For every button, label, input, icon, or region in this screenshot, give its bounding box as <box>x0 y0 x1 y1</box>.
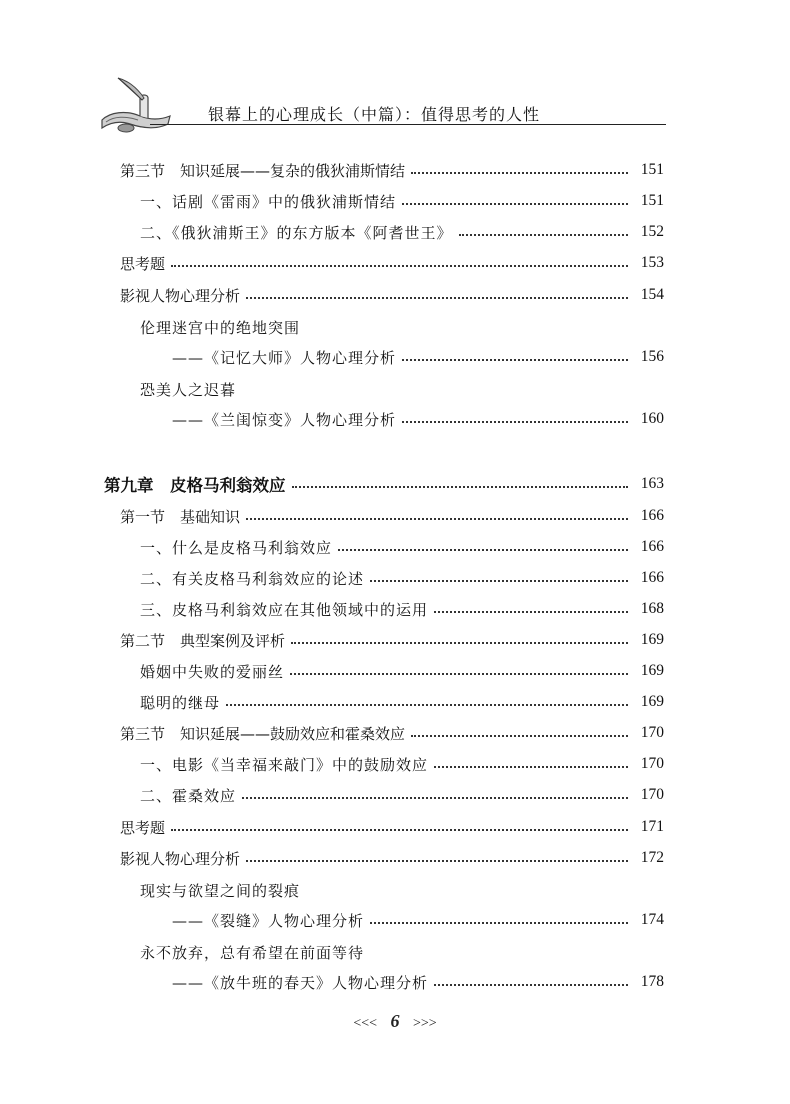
leader-dots <box>246 297 628 299</box>
toc-entry-page: 151 <box>640 192 664 209</box>
toc-entry-page: 160 <box>640 410 664 427</box>
toc-entry[interactable] <box>120 814 664 840</box>
toc-entry-label: 影视人物心理分析 <box>120 848 244 869</box>
toc-entry-title-line[interactable]: 恐美人之迟暮 <box>140 381 237 399</box>
toc-entry[interactable] <box>172 907 664 933</box>
toc-entry-page: 166 <box>640 538 664 555</box>
toc-entry-page: 172 <box>640 849 664 866</box>
toc-chapter-entry[interactable] <box>104 471 664 497</box>
toc-entry-label: 一、什么是皮格马利翁效应 <box>140 537 336 558</box>
toc-entry-page: 169 <box>640 631 664 648</box>
leader-dots <box>434 984 628 986</box>
toc-entry[interactable] <box>140 219 664 245</box>
toc-entry-label: 第一节 基础知识 <box>120 506 244 527</box>
toc-entry-label: ——《裂缝》人物心理分析 <box>172 910 368 931</box>
toc-entry-page: 168 <box>640 600 664 617</box>
toc-entry-label: 二、有关皮格马利翁效应的论述 <box>140 568 368 589</box>
toc-entry-label: 一、电影《当幸福来敲门》中的鼓励效应 <box>140 754 432 775</box>
page-number: 6 <box>390 1011 400 1031</box>
toc-entry[interactable] <box>172 969 664 995</box>
toc-entry[interactable] <box>140 534 664 560</box>
toc-entry-page: 170 <box>640 755 664 772</box>
toc-entry-page: 174 <box>640 911 664 928</box>
leader-dots <box>370 580 628 582</box>
toc-entry-page: 169 <box>640 693 664 710</box>
toc-entry[interactable] <box>120 845 664 871</box>
toc-entry[interactable] <box>172 406 664 432</box>
leader-dots <box>290 673 628 675</box>
toc-entry[interactable] <box>120 282 664 308</box>
toc-entry[interactable] <box>140 596 664 622</box>
toc-entry-label: 第三节 知识延展——鼓励效应和霍桑效应 <box>120 723 409 744</box>
toc-entry-page: 156 <box>640 348 664 365</box>
leader-dots <box>402 203 628 205</box>
leader-dots <box>411 735 628 737</box>
toc-entry-page: 166 <box>640 569 664 586</box>
leader-dots <box>402 421 628 423</box>
toc-entry[interactable] <box>120 157 664 183</box>
toc-entry-label: ——《放牛班的春天》人物心理分析 <box>172 972 432 993</box>
leader-dots <box>246 518 628 520</box>
leader-dots <box>246 860 628 862</box>
leader-dots <box>171 829 628 831</box>
toc-entry[interactable] <box>140 689 664 715</box>
toc-entry-label: 第三节 知识延展——复杂的俄狄浦斯情结 <box>120 160 409 181</box>
toc-entry-label: 聪明的继母 <box>140 692 224 713</box>
leader-dots <box>402 359 628 361</box>
toc-entry-label: 三、皮格马利翁效应在其他领域中的运用 <box>140 599 432 620</box>
toc-entry-page: 170 <box>640 786 664 803</box>
quill-and-scroll-icon <box>96 76 176 136</box>
page-footer <box>0 1011 790 1032</box>
toc-entry-label: 思考题 <box>120 817 169 838</box>
toc-entry-label: 第二节 典型案例及评析 <box>120 630 289 651</box>
toc-entry-label: 婚姻中失败的爱丽丝 <box>140 661 288 682</box>
toc-entry[interactable] <box>140 782 664 808</box>
leader-dots <box>434 611 628 613</box>
toc-entry[interactable] <box>120 250 664 276</box>
header-divider <box>150 124 666 125</box>
toc-entry-page: 163 <box>640 475 664 492</box>
leader-dots <box>370 922 628 924</box>
toc-entry-label: 思考题 <box>120 253 169 274</box>
toc-entry-page: 151 <box>640 161 664 178</box>
toc-entry-page: 166 <box>640 507 664 524</box>
leader-dots <box>434 766 628 768</box>
leader-dots <box>242 797 628 799</box>
toc-entry-page: 154 <box>640 286 664 303</box>
toc-entry-label: ——《兰闺惊变》人物心理分析 <box>172 409 400 430</box>
toc-entry[interactable] <box>140 658 664 684</box>
leader-dots <box>171 265 628 267</box>
toc-entry-title-line[interactable]: 伦理迷宫中的绝地突围 <box>140 319 301 337</box>
toc-entry-label: 一、话剧《雷雨》中的俄狄浦斯情结 <box>140 191 400 212</box>
running-header <box>96 76 666 136</box>
toc-entry-label: 二、《俄狄浦斯王》的东方版本《阿耆世王》 <box>140 222 457 243</box>
leader-dots <box>411 172 628 174</box>
leader-dots <box>226 704 628 706</box>
leader-dots <box>291 642 628 644</box>
footer-right-arrows: >>> <box>413 1016 437 1031</box>
toc-entry[interactable] <box>172 344 664 370</box>
toc-entry-label: 影视人物心理分析 <box>120 285 244 306</box>
toc-entry[interactable] <box>140 751 664 777</box>
leader-dots <box>459 234 628 236</box>
toc-entry-page: 178 <box>640 973 664 990</box>
leader-dots <box>292 486 629 488</box>
toc-entry[interactable] <box>140 565 664 591</box>
toc-entry-label: 第九章 皮格马利翁效应 <box>104 472 290 496</box>
toc-entry-title-line[interactable]: 永不放弃，总有希望在前面等待 <box>140 944 365 962</box>
toc-entry[interactable] <box>140 188 664 214</box>
footer-left-arrows: <<< <box>353 1016 377 1031</box>
toc-entry-title-line[interactable]: 现实与欲望之间的裂痕 <box>140 882 301 900</box>
toc-entry-page: 171 <box>640 818 664 835</box>
toc-entry-label: 二、霍桑效应 <box>140 785 240 806</box>
toc-entry[interactable] <box>120 627 664 653</box>
toc-entry-label: ——《记忆大师》人物心理分析 <box>172 347 400 368</box>
toc-entry[interactable] <box>120 720 664 746</box>
toc-entry-page: 169 <box>640 662 664 679</box>
toc-entry-page: 170 <box>640 724 664 741</box>
toc-entry[interactable] <box>120 503 664 529</box>
toc-entry-page: 152 <box>640 223 664 240</box>
header-title: 银幕上的心理成长（中篇）：值得思考的人性 <box>208 105 541 124</box>
leader-dots <box>338 549 628 551</box>
toc-entry-page: 153 <box>640 254 664 271</box>
